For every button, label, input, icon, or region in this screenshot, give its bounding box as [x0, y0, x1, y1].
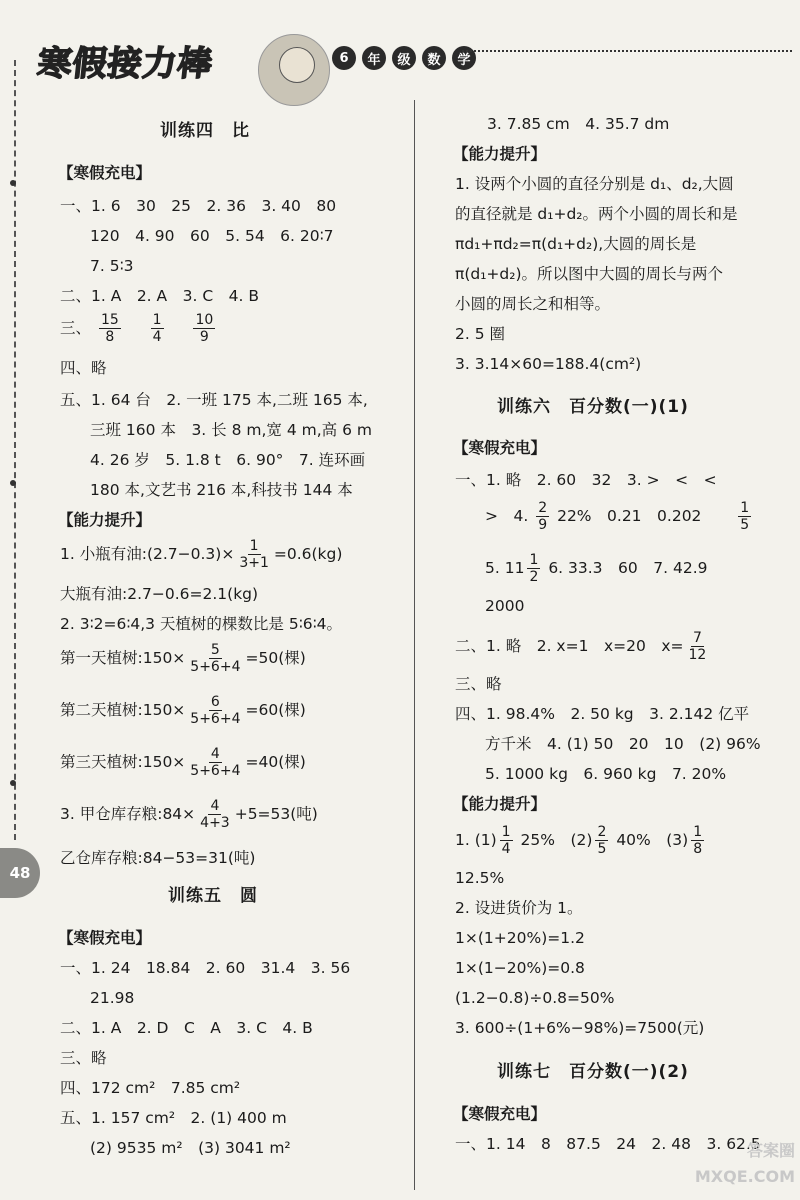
- numerator: 5: [210, 642, 220, 658]
- fraction: [188, 746, 242, 779]
- text: =0.6(kg): [273, 545, 343, 563]
- answer-line: (1.2−0.8)÷0.8=50%: [455, 989, 615, 1007]
- denominator: 4: [501, 841, 511, 857]
- grade-badges: [332, 46, 476, 70]
- answer-line: 二、1. A 2. A 3. C 4. B: [60, 287, 260, 305]
- denominator: 4: [152, 329, 162, 345]
- left-rail: [14, 60, 22, 840]
- numerator: 4: [210, 798, 220, 814]
- answer-line: 1×(1+20%)=1.2: [455, 929, 585, 947]
- answer-line: 4. 26 岁 5. 1.8 t 6. 90° 7. 连环画: [90, 451, 366, 469]
- fraction: [237, 538, 271, 571]
- answer-line: 120 4. 90 60 5. 54 6. 20∶7: [90, 227, 334, 245]
- text: =60(棵): [245, 701, 306, 719]
- text: =50(棵): [245, 649, 306, 667]
- mascot-icon: [258, 34, 330, 106]
- text: 第三天植树:150×: [60, 753, 186, 771]
- fraction: [151, 312, 164, 345]
- section-heading: 【寒假充电】: [58, 164, 152, 182]
- section-title: 训练五 圆: [168, 886, 258, 906]
- dotted-divider: [462, 50, 792, 52]
- answer-line: [60, 642, 306, 675]
- grade-badge: 6: [332, 46, 356, 70]
- answer-line: 5. 1000 kg 6. 960 kg 7. 20%: [485, 765, 727, 783]
- section-title: 训练七 百分数(一)(2): [497, 1062, 689, 1082]
- column-divider: [414, 100, 415, 1190]
- text: 22% 0.21 0.202: [557, 507, 702, 525]
- answer-line: [485, 552, 708, 585]
- answer-line: 3. 3.14×60=188.4(cm²): [455, 355, 642, 373]
- line-prefix: 三、: [60, 319, 92, 337]
- numerator: 6: [210, 694, 220, 710]
- watermark: [650, 1138, 795, 1196]
- section-heading: 【寒假充电】: [58, 929, 152, 947]
- grade-badge: 学: [452, 46, 476, 70]
- answer-line: [455, 824, 707, 857]
- text: 1. 小瓶有油:(2.7−0.3)×: [60, 545, 235, 563]
- numerator: 4: [210, 746, 220, 762]
- section-heading: 【能力提升】: [453, 145, 547, 163]
- numerator: 1: [693, 824, 703, 840]
- section-title: 训练六 百分数(一)(1): [497, 397, 689, 417]
- answer-line: 2. 3∶2=6∶4,3 天植树的棵数比是 5∶6∶4。: [60, 615, 343, 633]
- answer-line: 12.5%: [455, 869, 505, 887]
- fraction: [99, 312, 121, 345]
- section-heading: 【寒假充电】: [453, 1105, 547, 1123]
- denominator: 5+6+4: [190, 763, 241, 779]
- section-heading: 【能力提升】: [58, 511, 152, 529]
- fraction: [687, 630, 709, 663]
- text: +5=53(吨): [234, 805, 318, 823]
- numerator: 2: [597, 824, 607, 840]
- numerator: 2: [538, 500, 548, 516]
- answer-line: [60, 798, 318, 831]
- grade-badge: 年: [362, 46, 386, 70]
- text: 第一天植树:150×: [60, 649, 186, 667]
- rail-dot-icon: [10, 480, 16, 486]
- answer-line: 五、1. 64 台 2. 一班 175 本,二班 165 本,: [60, 391, 368, 409]
- denominator: 8: [693, 841, 703, 857]
- answer-line: [60, 694, 306, 727]
- answer-line: 1×(1−20%)=0.8: [455, 959, 585, 977]
- answer-line: 7. 5∶3: [90, 257, 134, 275]
- text: 40% (3): [616, 831, 689, 849]
- answer-line: [60, 746, 306, 779]
- watermark-line: 答案圈: [746, 1141, 795, 1160]
- text: 6. 33.3 60 7. 42.9: [548, 559, 708, 577]
- answer-line: 2. 5 圈: [455, 325, 506, 343]
- numerator: 1: [501, 824, 511, 840]
- answer-line: 一、1. 略 2. 60 32 3. > < <: [455, 471, 717, 489]
- text: > 4.: [485, 507, 529, 525]
- denominator: 5+6+4: [190, 659, 241, 675]
- section-title: 训练四 比: [160, 121, 250, 141]
- fraction: [500, 824, 513, 857]
- answer-line: 2000: [485, 597, 525, 615]
- denominator: 8: [105, 329, 115, 345]
- numerator: 1: [740, 500, 750, 516]
- text: 5. 11: [485, 559, 525, 577]
- fraction: [595, 824, 608, 857]
- answer-line: 一、1. 6 30 25 2. 36 3. 40 80: [60, 197, 337, 215]
- answer-line: 小圆的周长之和相等。: [455, 295, 611, 313]
- numerator: 15: [100, 312, 119, 328]
- answer-line: [455, 630, 711, 663]
- rail-dot-icon: [10, 180, 16, 186]
- answer-line: 21.98: [90, 989, 135, 1007]
- answer-line: 3. 600÷(1+6%−98%)=7500(元): [455, 1019, 705, 1037]
- answer-line: 一、1. 24 18.84 2. 60 31.4 3. 56: [60, 959, 351, 977]
- denominator: 2: [529, 569, 539, 585]
- fraction: [198, 798, 232, 831]
- section-heading: 【能力提升】: [453, 795, 547, 813]
- denominator: 9: [199, 329, 209, 345]
- text: 第二天植树:150×: [60, 701, 186, 719]
- answer-line: [485, 500, 754, 533]
- text: 3. 甲仓库存粮:84×: [60, 805, 196, 823]
- answer-line: 1. 设两个小圆的直径分别是 d₁、d₂,大圆: [455, 175, 734, 193]
- denominator: 4+3: [200, 815, 230, 831]
- text: =40(棵): [245, 753, 306, 771]
- denominator: 9: [538, 517, 548, 533]
- fraction: [188, 694, 242, 727]
- answer-line: 3. 7.85 cm 4. 35.7 dm: [487, 115, 670, 133]
- answer-line: π(d₁+d₂)。所以图中大圆的周长与两个: [455, 265, 724, 283]
- answer-line: [60, 538, 342, 571]
- text: 二、1. 略 2. x=1 x=20 x=: [455, 637, 684, 655]
- denominator: 5+6+4: [190, 711, 241, 727]
- fraction: [527, 552, 540, 585]
- answer-line: 2. 设进货价为 1。: [455, 899, 583, 917]
- header: [0, 0, 800, 110]
- answer-line: 三班 160 本 3. 长 8 m,宽 4 m,高 6 m: [90, 421, 372, 439]
- numerator: 7: [692, 630, 702, 646]
- answer-line: 四、172 cm² 7.85 cm²: [60, 1079, 241, 1097]
- answer-line: 方千米 4. (1) 50 20 10 (2) 96%: [485, 735, 761, 753]
- watermark-line: MXQE.COM: [694, 1167, 795, 1186]
- fraction: [738, 500, 751, 533]
- numerator: 1: [249, 538, 259, 554]
- numerator: 1: [152, 312, 162, 328]
- answer-line: 四、1. 98.4% 2. 50 kg 3. 2.142 亿平: [455, 705, 750, 723]
- fraction: [188, 642, 242, 675]
- answer-line: 180 本,文艺书 216 本,科技书 144 本: [90, 481, 353, 499]
- answer-line: 二、1. A 2. D C A 3. C 4. B: [60, 1019, 313, 1037]
- answer-line: [60, 312, 218, 345]
- answer-line: 大瓶有油:2.7−0.6=2.1(kg): [60, 585, 259, 603]
- rail-dot-icon: [10, 780, 16, 786]
- denominator: 5: [597, 841, 607, 857]
- answer-line: 的直径就是 d₁+d₂。两个小圆的周长和是: [455, 205, 738, 223]
- brand-title: 寒假接力棒: [35, 44, 215, 84]
- grade-badge: 数: [422, 46, 446, 70]
- answer-line: 四、略: [60, 359, 107, 377]
- fraction: [193, 312, 215, 345]
- denominator: 5: [740, 517, 750, 533]
- answer-line: 三、略: [60, 1049, 107, 1067]
- answer-line: 一、1. 14 8 87.5 24 2. 48 3. 62.5: [455, 1135, 761, 1153]
- text: 25% (2): [520, 831, 593, 849]
- numerator: 1: [529, 552, 539, 568]
- fraction: [536, 500, 549, 533]
- answer-line: 乙仓库存粮:84−53=31(吨): [60, 849, 256, 867]
- answer-line: 三、略: [455, 675, 502, 693]
- numerator: 10: [195, 312, 214, 328]
- section-heading: 【寒假充电】: [453, 439, 547, 457]
- answer-line: πd₁+πd₂=π(d₁+d₂),大圆的周长是: [455, 235, 697, 253]
- answer-line: (2) 9535 m² (3) 3041 m²: [90, 1139, 291, 1157]
- answer-line: 五、1. 157 cm² 2. (1) 400 m: [60, 1109, 287, 1127]
- denominator: 12: [688, 647, 707, 663]
- fraction: [691, 824, 704, 857]
- page-number: 48: [0, 848, 40, 898]
- grade-badge: 级: [392, 46, 416, 70]
- denominator: 3+1: [239, 555, 269, 571]
- text: 1. (1): [455, 831, 497, 849]
